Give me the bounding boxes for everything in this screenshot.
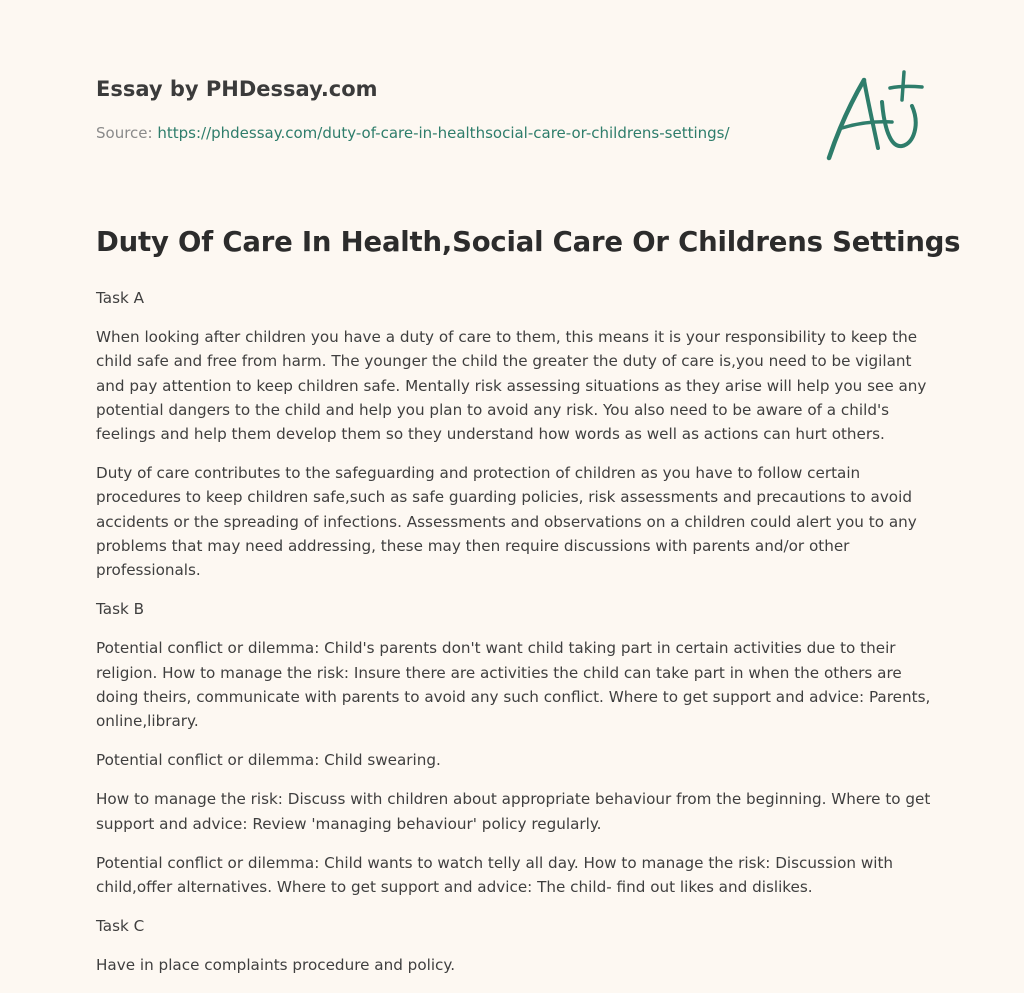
paragraph: Duty of care contributes to the safeguarding and protection of children as you have to follow certain procedures to keep children safe,such as safe guarding policies, risk assessments and precautions to avoid accidents or the spreading of infections. Assessments and observations on a children could alert you to any problems that may need addressing, these may then require discussions with parents and/or other professionals.	[96, 464, 917, 580]
source-label: Source:	[96, 124, 153, 142]
paragraph: Potential conflict or dilemma: Child wants to watch telly all day. How to manage the risk: Discussion with child,offer alternatives. Where to get support and advice: The child- find out likes and dislikes.	[96, 853, 894, 897]
source-line	[96, 124, 730, 142]
task-a-heading: Task A	[96, 289, 144, 307]
paragraph: Potential conflict or dilemma: Child swearing.	[96, 751, 441, 770]
source-link[interactable]: https://phdessay.com/duty-of-care-in-healthsocial-care-or-childrens-settings/	[157, 124, 730, 142]
task-b-heading: Task B	[96, 600, 145, 619]
task-c-heading: Task C	[96, 917, 145, 936]
brand-title: Essay by PHDessay.com	[96, 77, 378, 101]
article-title: Duty Of Care In Health,Social Care Or Childrens Settings	[96, 226, 961, 258]
paragraph: Have in place complaints procedure and policy.	[96, 956, 456, 975]
paragraph: How to manage the risk: Discuss with children about appropriate behaviour from the beginning. Where to get support and advice: Review 'managing behaviour' policy regularly.	[96, 790, 931, 833]
paragraph: When looking after children you have a duty of care to them, this means it is your responsibility to keep the child safe and free from harm. The younger the child the greater the duty of care is,you need to be vigilant and pay attention to keep children safe. Mentally risk assessing situations as they arise will help you see any potential dangers to the child and help you plan to avoid any risk. You also need to be aware of a child's feelings and help them develop them so they understand how words as well as actions can hurt others.	[96, 328, 927, 444]
a-plus-logo-icon	[820, 66, 930, 166]
paragraph: Potential conflict or dilemma: Child's parents don't want child taking part in certain activities due to their religion. How to manage the risk: Insure there are activities the child can take part in when the others are doing theirs, communicate with parents to avoid any such conflict. Where to get support and advice: Parents, online,library.	[96, 639, 931, 731]
article-content	[96, 286, 932, 993]
